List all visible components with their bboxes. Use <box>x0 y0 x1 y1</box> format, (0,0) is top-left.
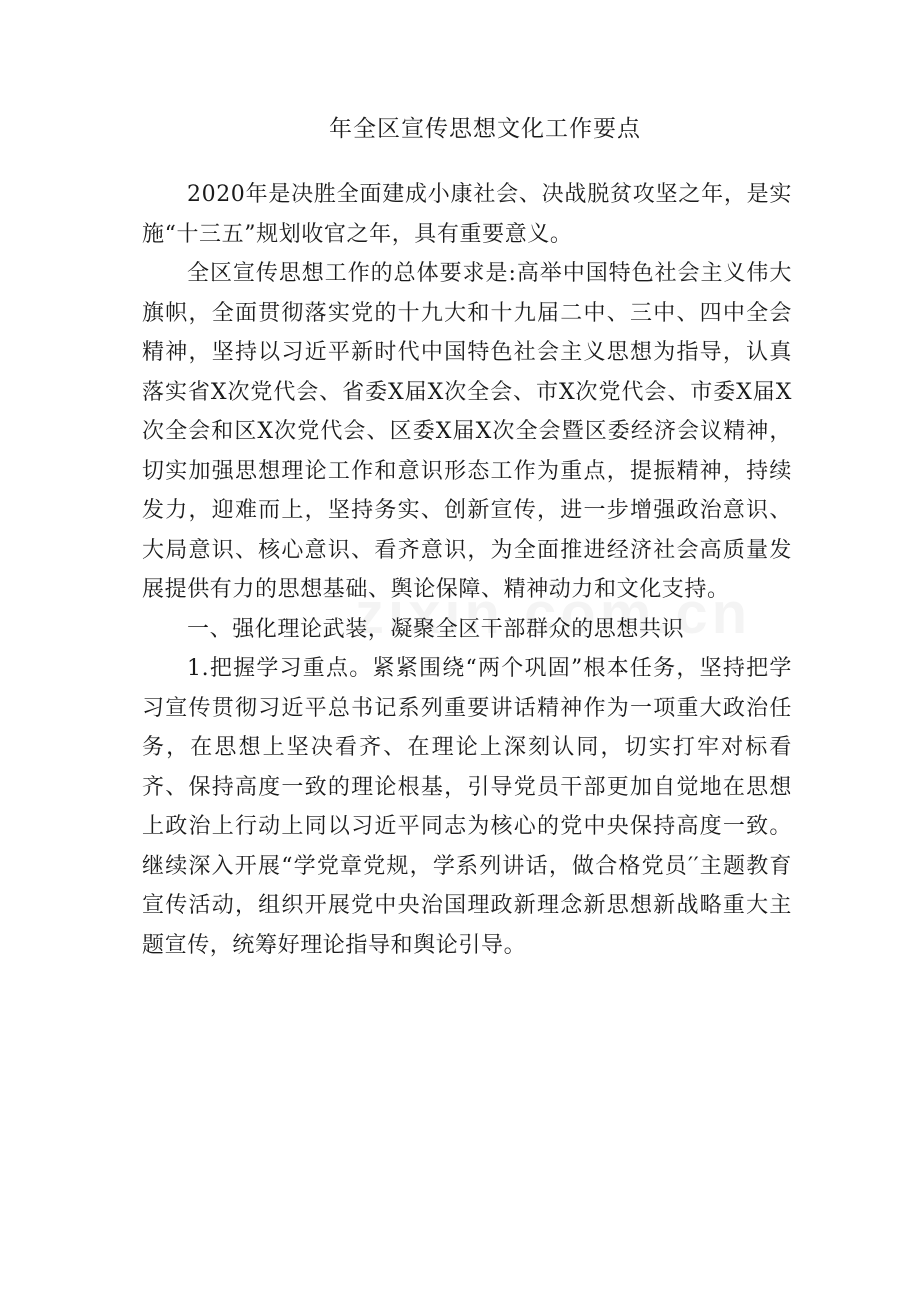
paragraph-general-requirements: 全区宣传思想工作的总体要求是:高举中国特色社会主义伟大旗帜，全面贯彻落实党的十九大和十九届二中、三中、四中全会精神，坚持以习近平新时代中国特色社会主义思想为指导，认真落实省Ⅹ次党代会、省委Ⅹ届Ⅹ次全会、市Ⅹ次党代会、市委Ⅹ届Ⅹ次全会和区Ⅹ次党代会、区委Ⅹ届Ⅹ次全会暨区委经济会议精神，切实加强思想理论工作和意识形态工作为重点，提振精神，持续发力，迎难而上，坚持务实、创新宣传，进一步增强政治意识、大局意识、核心意识、看齐意识，为全面推进经济社会高质量发展提供有力的思想基础、舆论保障、精神动力和文化支持。 <box>142 261 792 602</box>
document-title: 年全区宣传思想文化工作要点 <box>329 116 641 142</box>
document-body <box>142 175 792 965</box>
paragraph-intro: 2020年是决胜全面建成小康社会、决战脱贫攻坚之年，是实施“十三五”规划收官之年，具有重要意义。 <box>142 182 792 247</box>
section-heading-1: 一、强化理论武装，凝聚全区干部群众的思想共识 <box>187 616 685 642</box>
paragraph-item-1: 1.把握学习重点。紧紧围绕“两个巩固”根本任务，坚持把学习宣传贯彻习近平总书记系列重要讲话精神作为一项重大政治任务，在思想上坚决看齐、在理论上深刻认同，切实打牢对标看齐、保持高度一致的理论根基，引导党员干部更加自觉地在思想上政治上行动上同以习近平同志为核心的党中央保持高度一致。继续深入开展“学党章党规，学系列讲话，做合格党员′′主题教育宣传活动，组织开展党中央治国理政新理念新思想新战略重大主题宣传，统筹好理论指导和舆论引导。 <box>142 656 792 958</box>
